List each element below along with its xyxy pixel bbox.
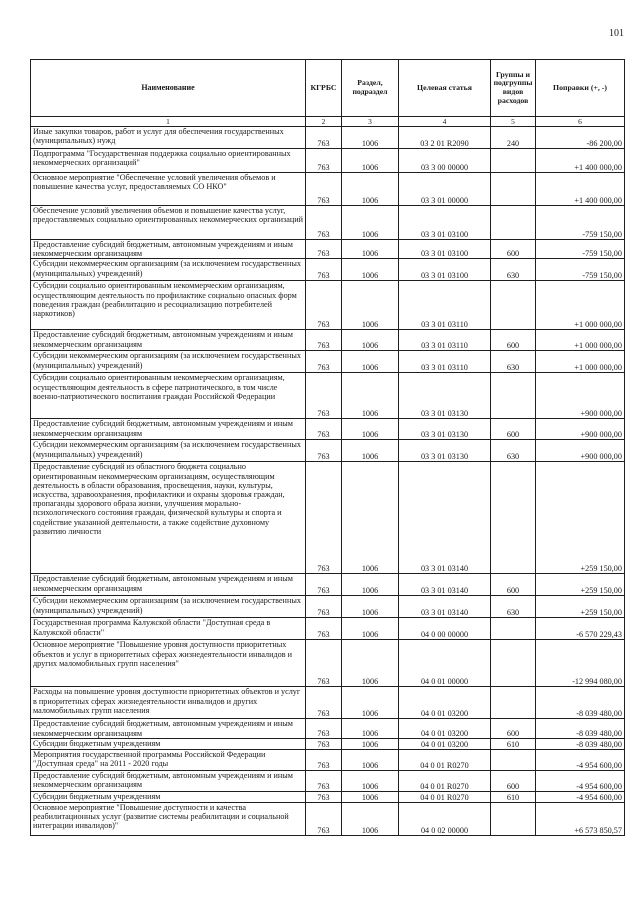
row-group-cell: 600 bbox=[491, 770, 536, 791]
row-section-cell: 1006 bbox=[342, 240, 399, 259]
row-name-cell: Предоставление субсидий бюджетным, автономным учреждениям и иным некоммерческим организациям bbox=[31, 719, 306, 738]
row-name-cell: Обеспечение условий увеличения объемов и повышение качества услуг, предоставляемых социально ориентированных некоммерческих организаций bbox=[31, 206, 306, 240]
row-name-cell: Субсидии некоммерческим организациям (за исключением государственных (муниципальных) учреждений) bbox=[31, 440, 306, 462]
row-target-cell: 04 0 01 03200 bbox=[399, 687, 491, 719]
row-amount-cell: -8 039 480,00 bbox=[536, 738, 625, 749]
column-index: 5 bbox=[491, 117, 536, 127]
page-number: 101 bbox=[609, 28, 624, 39]
row-amount-cell: +1 000 000,00 bbox=[536, 351, 625, 373]
row-group-cell: 600 bbox=[491, 330, 536, 351]
row-target-cell: 04 0 01 R0270 bbox=[399, 791, 491, 802]
row-amount-cell: +259 150,00 bbox=[536, 462, 625, 574]
row-name-cell: Предоставление субсидий бюджетным, автономным учреждениям и иным некоммерческим организациям bbox=[31, 574, 306, 596]
row-name-cell: Предоставление субсидий бюджетным, автономным учреждениям и иным некоммерческим организациям bbox=[31, 419, 306, 440]
row-group-cell: 600 bbox=[491, 719, 536, 738]
row-name-cell: Основное мероприятие "Повышение уровня доступности приоритетных объектов и услуг в приоритетных сферах жизнедеятельности инвалидов и других маломобильных групп населения" bbox=[31, 640, 306, 687]
column-index: 2 bbox=[306, 117, 342, 127]
column-index: 3 bbox=[342, 117, 399, 127]
row-kgrbs-cell: 763 bbox=[306, 770, 342, 791]
row-kgrbs-cell: 763 bbox=[306, 373, 342, 419]
table-row bbox=[31, 687, 625, 719]
row-section-cell: 1006 bbox=[342, 149, 399, 173]
header-section: Раздел, подраздел bbox=[342, 60, 399, 117]
row-amount-cell: -4 954 600,00 bbox=[536, 770, 625, 791]
row-amount-cell: +1 000 000,00 bbox=[536, 330, 625, 351]
table-row bbox=[31, 240, 625, 259]
row-name-cell: Основное мероприятие "Обеспечение условий увеличения объемов и повышение качества услуг, предоставляемых СО НКО" bbox=[31, 173, 306, 206]
column-index: 1 bbox=[31, 117, 306, 127]
table-row bbox=[31, 419, 625, 440]
table-row bbox=[31, 719, 625, 738]
row-kgrbs-cell: 763 bbox=[306, 719, 342, 738]
row-section-cell: 1006 bbox=[342, 373, 399, 419]
row-group-cell bbox=[491, 618, 536, 640]
row-kgrbs-cell: 763 bbox=[306, 596, 342, 618]
row-amount-cell: -6 570 229,43 bbox=[536, 618, 625, 640]
row-name-cell: Субсидии некоммерческим организациям (за исключением государственных (муниципальных) учреждений) bbox=[31, 351, 306, 373]
row-target-cell: 04 0 01 00000 bbox=[399, 640, 491, 687]
row-group-cell bbox=[491, 281, 536, 330]
row-amount-cell: +259 150,00 bbox=[536, 574, 625, 596]
row-target-cell: 04 0 01 R0270 bbox=[399, 770, 491, 791]
row-amount-cell: -4 954 600,00 bbox=[536, 749, 625, 770]
table-row bbox=[31, 281, 625, 330]
row-amount-cell: +1 400 000,00 bbox=[536, 173, 625, 206]
row-name-cell: Подпрограмма "Государственная поддержка социально ориентированных некоммерческих организаций" bbox=[31, 149, 306, 173]
row-kgrbs-cell: 763 bbox=[306, 351, 342, 373]
row-amount-cell: -12 994 080,00 bbox=[536, 640, 625, 687]
row-target-cell: 04 0 01 R0270 bbox=[399, 749, 491, 770]
row-name-cell: Предоставление субсидий из областного бюджета социально ориентированным некоммерческим организациям, осуществляющим деятельность в области образования, просвещения, науки, культуры, искусства, здравоохранения, профилактики и охраны здоровья граждан, пропаганды здорового образа жизни, улучшения морально-психологического состояния граждан, физической культуры и спорта и содействие указанной деятельности, а также содействие духовному развитию личности bbox=[31, 462, 306, 574]
column-index: 6 bbox=[536, 117, 625, 127]
row-kgrbs-cell: 763 bbox=[306, 574, 342, 596]
row-section-cell: 1006 bbox=[342, 330, 399, 351]
table-header-row bbox=[31, 60, 625, 117]
row-kgrbs-cell: 763 bbox=[306, 440, 342, 462]
row-kgrbs-cell: 763 bbox=[306, 173, 342, 206]
table-row bbox=[31, 770, 625, 791]
row-target-cell: 03 3 01 03100 bbox=[399, 259, 491, 281]
row-amount-cell: +1 000 000,00 bbox=[536, 281, 625, 330]
row-kgrbs-cell: 763 bbox=[306, 127, 342, 149]
row-amount-cell: +900 000,00 bbox=[536, 419, 625, 440]
row-kgrbs-cell: 763 bbox=[306, 791, 342, 802]
row-amount-cell: -8 039 480,00 bbox=[536, 719, 625, 738]
row-section-cell: 1006 bbox=[342, 749, 399, 770]
row-amount-cell: -8 039 480,00 bbox=[536, 687, 625, 719]
row-kgrbs-cell: 763 bbox=[306, 206, 342, 240]
row-group-cell bbox=[491, 802, 536, 835]
row-kgrbs-cell: 763 bbox=[306, 281, 342, 330]
row-amount-cell: -759 150,00 bbox=[536, 259, 625, 281]
row-group-cell bbox=[491, 462, 536, 574]
row-kgrbs-cell: 763 bbox=[306, 618, 342, 640]
header-name: Наименование bbox=[31, 60, 306, 117]
row-target-cell: 03 3 01 03100 bbox=[399, 240, 491, 259]
table-row bbox=[31, 596, 625, 618]
column-index: 4 bbox=[399, 117, 491, 127]
row-name-cell: Предоставление субсидий бюджетным, автономным учреждениям и иным некоммерческим организациям bbox=[31, 240, 306, 259]
table-body bbox=[31, 127, 625, 836]
table-row bbox=[31, 127, 625, 149]
row-name-cell: Предоставление субсидий бюджетным, автономным учреждениям и иным некоммерческим организациям bbox=[31, 330, 306, 351]
row-name-cell: Субсидии социально ориентированным некоммерческим организациям, осуществляющим деятельность по профилактике социально опасных форм поведения граждан (реабилитацию и ресоциализацию потребителей наркотиков) bbox=[31, 281, 306, 330]
row-name-cell: Расходы на повышение уровня доступности приоритетных объектов и услуг в приоритетных сферах жизнедеятельности инвалидов и других маломобильных групп населения bbox=[31, 687, 306, 719]
row-section-cell: 1006 bbox=[342, 462, 399, 574]
header-target: Целевая статья bbox=[399, 60, 491, 117]
row-amount-cell: +900 000,00 bbox=[536, 440, 625, 462]
row-target-cell: 04 0 02 00000 bbox=[399, 802, 491, 835]
table-row bbox=[31, 791, 625, 802]
table-row bbox=[31, 440, 625, 462]
row-group-cell: 630 bbox=[491, 259, 536, 281]
budget-amendments-table bbox=[30, 59, 625, 836]
row-target-cell: 04 0 01 03200 bbox=[399, 738, 491, 749]
row-target-cell: 03 3 01 03140 bbox=[399, 462, 491, 574]
row-group-cell bbox=[491, 149, 536, 173]
table-row bbox=[31, 738, 625, 749]
row-name-cell: Субсидии некоммерческим организациям (за исключением государственных (муниципальных) учреждений) bbox=[31, 259, 306, 281]
table-row bbox=[31, 618, 625, 640]
row-section-cell: 1006 bbox=[342, 173, 399, 206]
row-amount-cell: -759 150,00 bbox=[536, 240, 625, 259]
row-section-cell: 1006 bbox=[342, 351, 399, 373]
row-amount-cell: +900 000,00 bbox=[536, 373, 625, 419]
row-kgrbs-cell: 763 bbox=[306, 419, 342, 440]
row-kgrbs-cell: 763 bbox=[306, 738, 342, 749]
row-section-cell: 1006 bbox=[342, 687, 399, 719]
row-target-cell: 03 3 01 03140 bbox=[399, 596, 491, 618]
table-row bbox=[31, 574, 625, 596]
row-section-cell: 1006 bbox=[342, 281, 399, 330]
row-group-cell bbox=[491, 373, 536, 419]
row-group-cell: 600 bbox=[491, 240, 536, 259]
table-row bbox=[31, 259, 625, 281]
row-name-cell: Государственная программа Калужской области "Доступная среда в Калужской области" bbox=[31, 618, 306, 640]
row-section-cell: 1006 bbox=[342, 618, 399, 640]
header-amendments: Поправки (+, -) bbox=[536, 60, 625, 117]
row-section-cell: 1006 bbox=[342, 440, 399, 462]
table-row bbox=[31, 173, 625, 206]
row-target-cell: 03 3 01 03100 bbox=[399, 206, 491, 240]
row-target-cell: 03 3 01 03110 bbox=[399, 330, 491, 351]
row-group-cell bbox=[491, 206, 536, 240]
row-name-cell: Основное мероприятие "Повышение доступности и качества реабилитационных услуг (развитие системы реабилитации и социальной интеграции инвалидов)" bbox=[31, 802, 306, 835]
row-kgrbs-cell: 763 bbox=[306, 330, 342, 351]
row-kgrbs-cell: 763 bbox=[306, 687, 342, 719]
row-group-cell: 610 bbox=[491, 738, 536, 749]
row-section-cell: 1006 bbox=[342, 419, 399, 440]
row-target-cell: 03 3 01 03110 bbox=[399, 351, 491, 373]
row-group-cell: 630 bbox=[491, 596, 536, 618]
row-amount-cell: -86 200,00 bbox=[536, 127, 625, 149]
header-kgrbs: КГРБС bbox=[306, 60, 342, 117]
row-section-cell: 1006 bbox=[342, 770, 399, 791]
row-section-cell: 1006 bbox=[342, 127, 399, 149]
row-amount-cell: -759 150,00 bbox=[536, 206, 625, 240]
table-row bbox=[31, 330, 625, 351]
row-target-cell: 03 3 01 03130 bbox=[399, 440, 491, 462]
row-kgrbs-cell: 763 bbox=[306, 462, 342, 574]
row-name-cell: Субсидии бюджетным учреждениям bbox=[31, 738, 306, 749]
row-group-cell: 600 bbox=[491, 574, 536, 596]
row-name-cell: Субсидии социально ориентированным некоммерческим организациям, осуществляющим деятельность в сфере патриотического, в том числе военно-патриотического воспитания граждан Российской Федерации bbox=[31, 373, 306, 419]
row-name-cell: Иные закупки товаров, работ и услуг для обеспечения государственных (муниципальных) нужд bbox=[31, 127, 306, 149]
table-row bbox=[31, 802, 625, 835]
row-section-cell: 1006 bbox=[342, 791, 399, 802]
row-section-cell: 1006 bbox=[342, 738, 399, 749]
row-group-cell: 630 bbox=[491, 351, 536, 373]
table-row bbox=[31, 640, 625, 687]
row-kgrbs-cell: 763 bbox=[306, 149, 342, 173]
table-row bbox=[31, 749, 625, 770]
table-row bbox=[31, 206, 625, 240]
row-section-cell: 1006 bbox=[342, 640, 399, 687]
table-row bbox=[31, 462, 625, 574]
row-kgrbs-cell: 763 bbox=[306, 749, 342, 770]
row-section-cell: 1006 bbox=[342, 802, 399, 835]
row-group-cell: 240 bbox=[491, 127, 536, 149]
row-group-cell: 610 bbox=[491, 791, 536, 802]
row-section-cell: 1006 bbox=[342, 596, 399, 618]
column-index-row bbox=[31, 117, 625, 127]
row-kgrbs-cell: 763 bbox=[306, 802, 342, 835]
row-section-cell: 1006 bbox=[342, 719, 399, 738]
row-target-cell: 03 2 01 R2090 bbox=[399, 127, 491, 149]
row-group-cell bbox=[491, 687, 536, 719]
row-target-cell: 04 0 01 03200 bbox=[399, 719, 491, 738]
row-name-cell: Субсидии некоммерческим организациям (за исключением государственных (муниципальных) учреждений) bbox=[31, 596, 306, 618]
row-group-cell bbox=[491, 749, 536, 770]
row-target-cell: 03 3 01 03110 bbox=[399, 281, 491, 330]
row-amount-cell: +259 150,00 bbox=[536, 596, 625, 618]
table-row bbox=[31, 373, 625, 419]
header-groups: Группы и подгруппы видов расходов bbox=[491, 60, 536, 117]
row-group-cell: 600 bbox=[491, 419, 536, 440]
row-group-cell: 630 bbox=[491, 440, 536, 462]
row-amount-cell: +6 573 850,57 bbox=[536, 802, 625, 835]
row-target-cell: 03 3 01 03140 bbox=[399, 574, 491, 596]
row-target-cell: 04 0 00 00000 bbox=[399, 618, 491, 640]
row-name-cell: Предоставление субсидий бюджетным, автономным учреждениям и иным некоммерческим организациям bbox=[31, 770, 306, 791]
row-target-cell: 03 3 01 03130 bbox=[399, 373, 491, 419]
row-section-cell: 1006 bbox=[342, 206, 399, 240]
row-kgrbs-cell: 763 bbox=[306, 240, 342, 259]
table-row bbox=[31, 149, 625, 173]
row-section-cell: 1006 bbox=[342, 259, 399, 281]
row-name-cell: Субсидии бюджетным учреждениям bbox=[31, 791, 306, 802]
row-group-cell bbox=[491, 640, 536, 687]
row-kgrbs-cell: 763 bbox=[306, 640, 342, 687]
row-name-cell: Мероприятия государственной программы Российской Федерации "Доступная среда" на 2011 - 2020 годы bbox=[31, 749, 306, 770]
row-amount-cell: -4 954 600,00 bbox=[536, 791, 625, 802]
row-kgrbs-cell: 763 bbox=[306, 259, 342, 281]
row-target-cell: 03 3 01 00000 bbox=[399, 173, 491, 206]
row-section-cell: 1006 bbox=[342, 574, 399, 596]
row-group-cell bbox=[491, 173, 536, 206]
table-row bbox=[31, 351, 625, 373]
row-target-cell: 03 3 00 00000 bbox=[399, 149, 491, 173]
row-target-cell: 03 3 01 03130 bbox=[399, 419, 491, 440]
row-amount-cell: +1 400 000,00 bbox=[536, 149, 625, 173]
